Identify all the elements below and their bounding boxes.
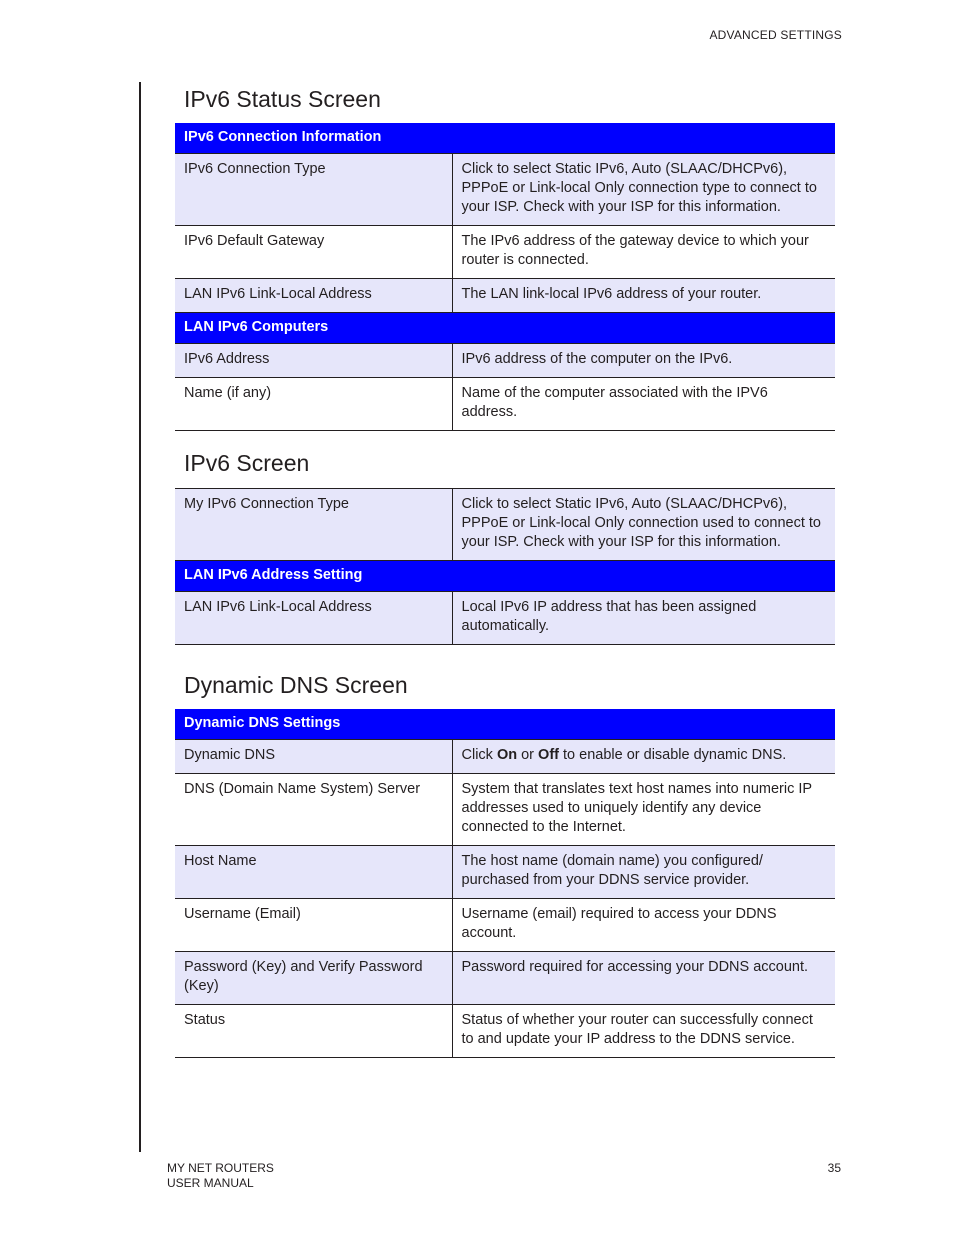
table-group-header: IPv6 Connection Information: [175, 123, 835, 154]
ipv6-screen-table: [175, 488, 835, 645]
table-row: IPv6 Default Gateway The IPv6 address of the gateway device to which your router is connected.: [175, 226, 835, 279]
ddns-screen-title: Dynamic DNS Screen: [184, 672, 408, 698]
table-row: My IPv6 Connection Type Click to select Static IPv6, Auto (SLAAC/DHCPv6), PPPoE or Link-local Only connection used to connect to your ISP. Check with your ISP for this information.: [175, 489, 835, 561]
table-row: Host Name The host name (domain name) you configured/ purchased from your DDNS service provider.: [175, 846, 835, 899]
table-group-header: LAN IPv6 Computers: [175, 313, 835, 344]
dynamic-dns-desc: Click On or Off to enable or disable dynamic DNS.: [452, 740, 835, 774]
table-row: IPv6 Connection Type Click to select Static IPv6, Auto (SLAAC/DHCPv6), PPPoE or Link-local Only connection type to connect to your ISP. Check with your ISP for this information.: [175, 154, 835, 226]
ipv6-status-table: [175, 123, 835, 431]
footer-product-name: MY NET ROUTERS: [167, 1161, 274, 1175]
footer-doc-name: USER MANUAL: [167, 1176, 254, 1190]
ipv6-status-title: IPv6 Status Screen: [184, 86, 381, 112]
table-group-header: LAN IPv6 Address Setting: [175, 561, 835, 592]
running-header: ADVANCED SETTINGS: [709, 28, 842, 42]
ipv6-screen-title: IPv6 Screen: [184, 450, 310, 476]
table-row: Status Status of whether your router can successfully connect to and update your IP address to the DDNS service.: [175, 1005, 835, 1058]
table-group-header: Dynamic DNS Settings: [175, 709, 835, 740]
table-row: Username (Email) Username (email) required to access your DDNS account.: [175, 899, 835, 952]
table-row: LAN IPv6 Link-Local Address Local IPv6 IP address that has been assigned automatically.: [175, 592, 835, 645]
table-row: Password (Key) and Verify Password (Key) Password required for accessing your DDNS account.: [175, 952, 835, 1005]
ddns-table: [175, 709, 835, 1058]
footer-product: [167, 1161, 274, 1191]
table-row: Name (if any) Name of the computer associated with the IPV6 address.: [175, 378, 835, 431]
page-number: 35: [827, 1161, 841, 1175]
table-row: IPv6 Address IPv6 address of the computer on the IPv6.: [175, 344, 835, 378]
table-row: LAN IPv6 Link-Local Address The LAN link-local IPv6 address of your router.: [175, 279, 835, 313]
margin-rule: [139, 82, 141, 1152]
table-row: Dynamic DNS Click On or Off to enable or disable dynamic DNS.: [175, 740, 835, 774]
table-row: DNS (Domain Name System) Server System that translates text host names into numeric IP addresses used to uniquely identify any device connected to the Internet.: [175, 774, 835, 846]
